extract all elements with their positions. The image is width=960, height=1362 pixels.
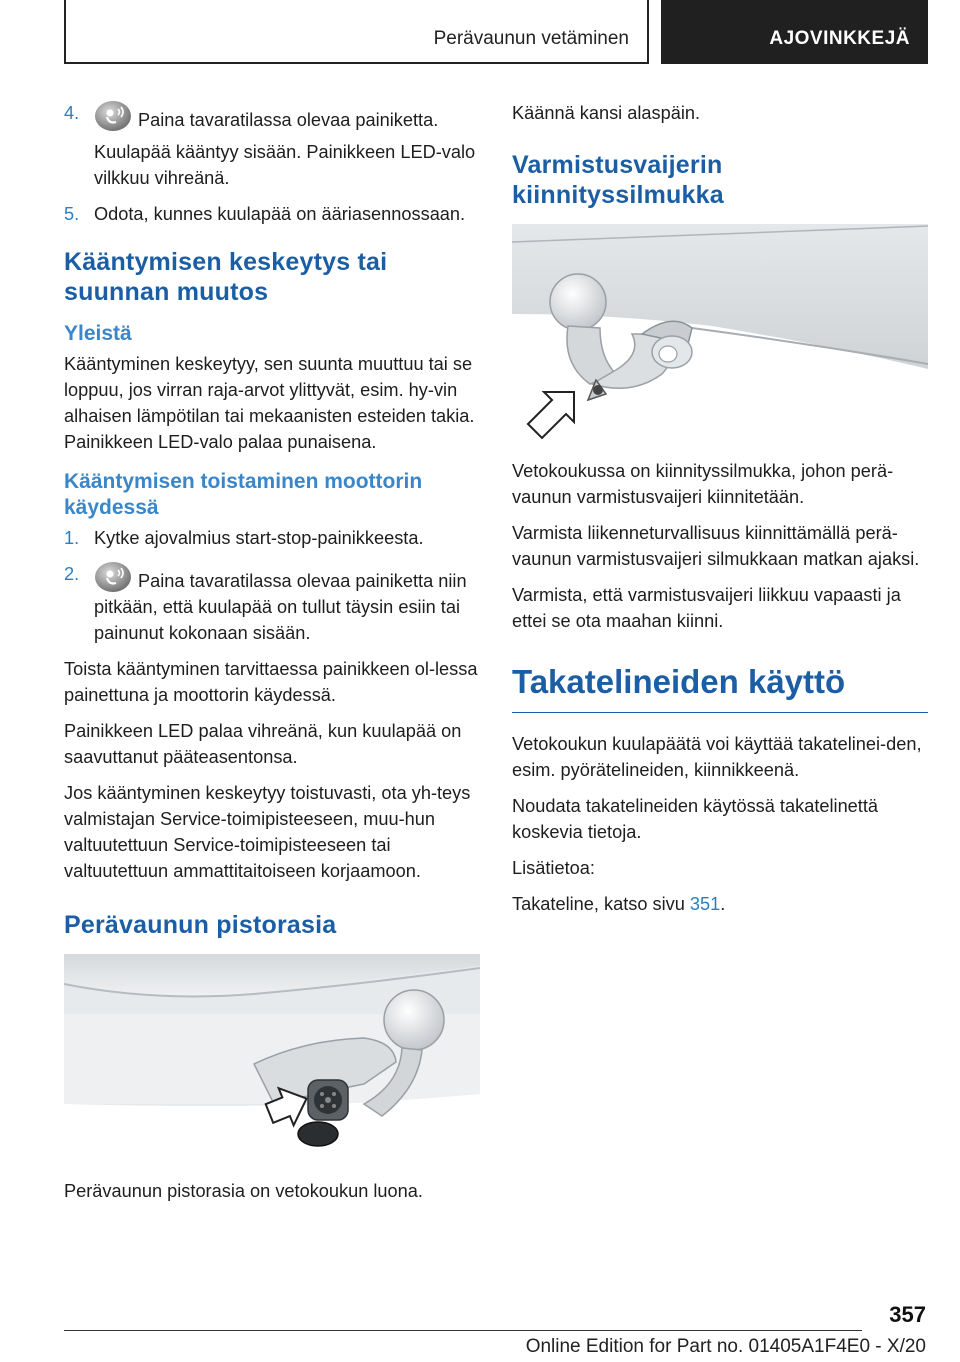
step-number: 1. <box>64 528 80 548</box>
header-chapter-box <box>661 0 928 64</box>
caption-socket: Perävaunun pistorasia on vetokoukun luona. <box>64 1181 423 1201</box>
header-section-box <box>64 0 649 64</box>
paragraph-repeat-1: Toista kääntyminen tarvittaessa painikkeen ol-lessa painettuna ja moottorin käydessä. <box>64 659 478 705</box>
step-number: 2. <box>64 564 80 584</box>
paragraph-racks-1: Vetokoukun kuulapäätä voi käyttää takatelinei-den, esim. pyörätelineiden, kiinnikkeenä. <box>512 734 922 780</box>
paragraph-racks-2: Noudata takatelineiden käytössä takatelinettä koskevia tietoja. <box>512 796 879 842</box>
heading-rear-racks: Takatelineiden käyttö <box>512 662 928 713</box>
heading-safety-eye: Varmistusvaijerin kiinnityssilmukka <box>512 151 724 209</box>
paragraph-more-info: Lisätietoa: <box>512 858 595 878</box>
socket-illustration <box>64 954 480 1162</box>
heading-socket: Perävaunun pistorasia <box>64 911 337 939</box>
paragraph-general: Kääntyminen keskeytyy, sen suunta muuttuu tai se loppuu, jos virran raja-arvot ylittyvät, esim. hy-vin alhaisen lämpötilan tai mekaanisten esteiden takia. Painikkeen LED-valo palaa punaisena. <box>64 354 475 452</box>
step-5: 5. Odota, kunnes kuulapää on ääriasennossaan. <box>64 201 480 227</box>
paragraph-repeat-2: Painikkeen LED palaa vihreänä, kun kuulapää on saavuttanut pääteasentonsa. <box>64 721 462 767</box>
towbar-button-icon <box>94 561 132 593</box>
footer-edition: Online Edition for Part no. 01405A1F4E0 - X/20 <box>525 1336 926 1357</box>
caption-safety-eye: Vetokoukussa on kiinnityssilmukka, johon perä-vaunun varmistusvaijeri kiinnitetään. <box>512 461 894 507</box>
repeat-step-2: 2. Paina tavaratilassa olevaa painiketta niin pitkään, että kuulapää on tullut täysin esiin tai painunut kokonaan sisään. <box>64 561 480 646</box>
heading-interrupt: Kääntymisen keskeytys tai suunnan muutos <box>64 248 388 306</box>
paragraph-eye-2: Varmista, että varmistusvaijeri liikkuu vapaasti ja ettei se ota maahan kiinni. <box>512 585 901 631</box>
right-column <box>512 100 928 927</box>
heading-repeat: Kääntymisen toistaminen moottorin käydessä <box>64 470 423 519</box>
paragraph-turn-cover: Käännä kansi alaspäin. <box>512 103 701 123</box>
step-4-note: Kuulapää kääntyy sisään. Painikkeen LED-valo vilkkuu vihreänä. <box>94 142 476 188</box>
page-number: 357 <box>889 1302 926 1327</box>
step-4: 4. Paina tavaratilassa olevaa painiketta. <box>64 100 480 133</box>
footer-divider <box>64 1330 862 1331</box>
step-number: 4. <box>64 103 80 123</box>
left-column <box>64 100 480 1214</box>
towbar-button-icon <box>94 100 132 132</box>
paragraph-repeat-3: Jos kääntyminen keskeytyy toistuvasti, ota yh-teys valmistajan Service-toimipisteeseen, muu-hun valtuutettuun Service-toimipisteeseen tai valtuutettuun ammattitaitoiseen korjaamoon. <box>64 783 471 881</box>
header-chapter-title: AJOVINKKEJÄ <box>769 28 910 49</box>
page-header <box>64 0 928 64</box>
page-reference-link[interactable]: 351 <box>689 894 721 914</box>
heading-general: Yleistä <box>64 322 132 345</box>
safety-eye-illustration <box>512 224 928 442</box>
paragraph-reference: Takateline, katso sivu 351. <box>512 894 726 914</box>
repeat-step-1: 1. Kytke ajovalmius start-stop-painikkeesta. <box>64 525 480 551</box>
step-number: 5. <box>64 204 80 224</box>
paragraph-eye-1: Varmista liikenneturvallisuus kiinnittämällä perä-vaunun varmistusvaijeri silmukkaan matkan ajaksi. <box>512 523 920 569</box>
header-section-title: Perävaunun vetäminen <box>433 28 629 49</box>
